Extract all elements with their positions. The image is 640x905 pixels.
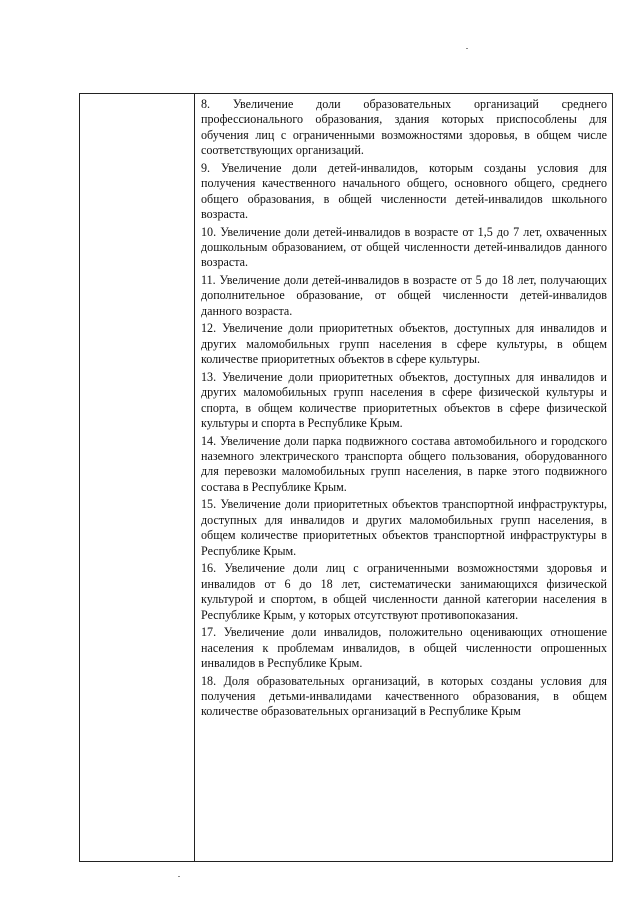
- indicator-item: 14. Увеличение доли парка подвижного состава автомобильного и городского наземного электрического транспорта общего пользования, оборудованного для перевозки маломобильных групп населения, в парке этого подвижного состава в Республике Крым.: [201, 433, 607, 494]
- scan-speck: [178, 876, 180, 877]
- indicator-item: 17. Увеличение доли инвалидов, положительно оценивающих отношение населения к проблемам инвалидов, в общей численности опрошенных инвалидов в Республике Крым.: [201, 625, 607, 670]
- column-divider: [194, 93, 195, 862]
- indicators-cell: [201, 97, 607, 722]
- indicator-item: 10. Увеличение доли детей-инвалидов в возрасте от 1,5 до 7 лет, охваченных дошкольным образованием, от общей численности детей-инвалидов данного возраста.: [201, 224, 607, 270]
- indicator-item: 11. Увеличение доли детей-инвалидов в возрасте от 5 до 18 лет, получающих дополнительное образование, от общей численности детей-инвалидов данного возраста.: [201, 273, 607, 318]
- indicator-item: 13. Увеличение доли приоритетных объектов, доступных для инвалидов и других маломобильных групп населения в сфере физической культуры и спорта, в общем количестве приоритетных объектов в сфере физической культуры и спорта в Республике Крым.: [201, 369, 607, 431]
- indicator-item: 16. Увеличение доли лиц с ограниченными возможностями здоровья и инвалидов от 6 до 18 лет, систематически занимающихся физической культурой и спортом, в общей численности данной категории населения в Республике Крым, у которых отсутствуют противопоказания.: [201, 561, 607, 622]
- indicator-item: 8. Увеличение доли образовательных организаций среднего профессионального образования, здания которых приспособлены для обучения лиц с ограниченными возможностями здоровья, в общем числе соответствующих организаций.: [201, 97, 607, 158]
- scan-speck: [466, 48, 468, 49]
- indicator-item: 12. Увеличение доли приоритетных объектов, доступных для инвалидов и других маломобильных групп населения в сфере культуры, в общем количестве приоритетных объектов в сфере культуры.: [201, 321, 607, 367]
- indicator-item: 15. Увеличение доли приоритетных объектов транспортной инфраструктуры, доступных для инвалидов и других маломобильных групп населения, в общем количестве приоритетных объектов транспортной инфраструктуры в Республике Крым.: [201, 497, 607, 558]
- indicator-item: 18. Доля образовательных организаций, в которых созданы условия для получения детьми-инвалидами качественного образования, в общем количестве образовательных организаций в Республике Крым: [201, 673, 607, 719]
- indicator-item: 9. Увеличение доли детей-инвалидов, которым созданы условия для получения качественного начального общего, основного общего, среднего общего образования, в общей численности детей-инвалидов школьного возраста.: [201, 160, 607, 222]
